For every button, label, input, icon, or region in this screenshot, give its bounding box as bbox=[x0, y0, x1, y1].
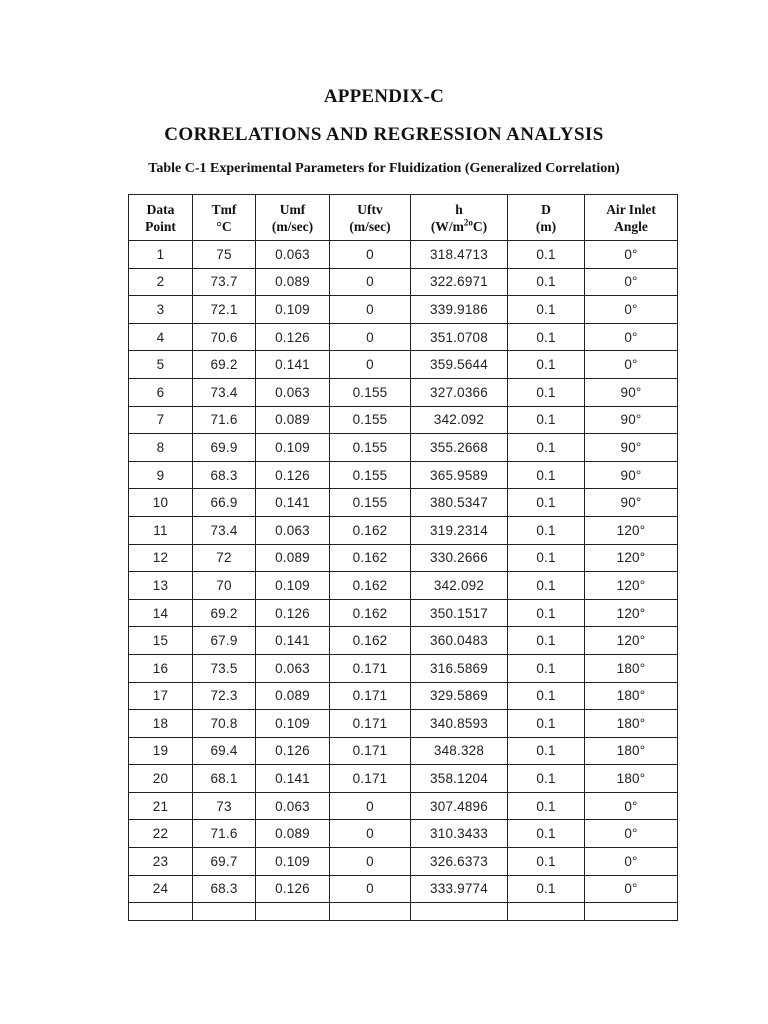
table-cell bbox=[330, 903, 411, 921]
cell-tmf: 71.6 bbox=[193, 820, 256, 848]
cell-air-inlet-angle: 0° bbox=[585, 875, 678, 903]
cell-tmf: 73.4 bbox=[193, 378, 256, 406]
cell-h: 365.9589 bbox=[411, 461, 508, 489]
cell-h: 310.3433 bbox=[411, 820, 508, 848]
cell-tmf: 69.4 bbox=[193, 737, 256, 765]
cell-uftv: 0 bbox=[330, 820, 411, 848]
cell-uftv: 0.162 bbox=[330, 516, 411, 544]
cell-umf: 0.126 bbox=[256, 599, 330, 627]
cell-data-point: 21 bbox=[129, 792, 193, 820]
cell-uftv: 0 bbox=[330, 323, 411, 351]
header-tmf bbox=[193, 195, 256, 241]
table-row bbox=[129, 241, 678, 269]
cell-air-inlet-angle: 90° bbox=[585, 434, 678, 462]
cell-data-point: 3 bbox=[129, 296, 193, 324]
header-umf bbox=[256, 195, 330, 241]
cell-d: 0.1 bbox=[508, 682, 585, 710]
cell-uftv: 0.171 bbox=[330, 765, 411, 793]
cell-d: 0.1 bbox=[508, 323, 585, 351]
cell-uftv: 0.162 bbox=[330, 599, 411, 627]
cell-uftv: 0.162 bbox=[330, 572, 411, 600]
cell-umf: 0.089 bbox=[256, 544, 330, 572]
cell-data-point: 2 bbox=[129, 268, 193, 296]
cell-h: 329.5869 bbox=[411, 682, 508, 710]
header-h bbox=[411, 195, 508, 241]
cell-uftv: 0 bbox=[330, 848, 411, 876]
cell-uftv: 0 bbox=[330, 351, 411, 379]
table-row bbox=[129, 737, 678, 765]
cell-uftv: 0 bbox=[330, 296, 411, 324]
cell-h: 358.1204 bbox=[411, 765, 508, 793]
cell-h: 326.6373 bbox=[411, 848, 508, 876]
header-data-point bbox=[129, 195, 193, 241]
cell-tmf: 73.4 bbox=[193, 516, 256, 544]
cell-uftv: 0.155 bbox=[330, 489, 411, 517]
cell-tmf: 72.3 bbox=[193, 682, 256, 710]
cell-air-inlet-angle: 0° bbox=[585, 296, 678, 324]
cell-umf: 0.063 bbox=[256, 516, 330, 544]
table-row bbox=[129, 599, 678, 627]
cell-umf: 0.126 bbox=[256, 323, 330, 351]
cell-data-point: 12 bbox=[129, 544, 193, 572]
cell-umf: 0.063 bbox=[256, 241, 330, 269]
table-row bbox=[129, 682, 678, 710]
cell-h: 351.0708 bbox=[411, 323, 508, 351]
table-cell bbox=[411, 903, 508, 921]
cell-air-inlet-angle: 0° bbox=[585, 351, 678, 379]
cell-d: 0.1 bbox=[508, 737, 585, 765]
cell-data-point: 7 bbox=[129, 406, 193, 434]
cell-uftv: 0.171 bbox=[330, 710, 411, 738]
cell-data-point: 22 bbox=[129, 820, 193, 848]
cell-air-inlet-angle: 0° bbox=[585, 241, 678, 269]
cell-umf: 0.141 bbox=[256, 351, 330, 379]
cell-tmf: 70 bbox=[193, 572, 256, 600]
table-caption: Table C-1 Experimental Parameters for Fluidization (Generalized Correlation) bbox=[148, 161, 620, 176]
cell-h: 327.0366 bbox=[411, 378, 508, 406]
cell-air-inlet-angle: 180° bbox=[585, 737, 678, 765]
table-row bbox=[129, 792, 678, 820]
cell-h: 355.2668 bbox=[411, 434, 508, 462]
cell-data-point: 6 bbox=[129, 378, 193, 406]
table-row bbox=[129, 765, 678, 793]
cell-tmf: 73.7 bbox=[193, 268, 256, 296]
cell-d: 0.1 bbox=[508, 544, 585, 572]
header-line: Tmf bbox=[211, 201, 237, 217]
cell-d: 0.1 bbox=[508, 820, 585, 848]
cell-air-inlet-angle: 0° bbox=[585, 323, 678, 351]
header-line: Point bbox=[145, 218, 176, 234]
cell-uftv: 0 bbox=[330, 875, 411, 903]
table-body bbox=[129, 241, 678, 921]
header-line: D bbox=[541, 201, 551, 217]
cell-d: 0.1 bbox=[508, 516, 585, 544]
cell-h: 360.0483 bbox=[411, 627, 508, 655]
cell-data-point: 11 bbox=[129, 516, 193, 544]
cell-tmf: 68.3 bbox=[193, 875, 256, 903]
cell-h: 316.5869 bbox=[411, 654, 508, 682]
cell-d: 0.1 bbox=[508, 434, 585, 462]
cell-uftv: 0.155 bbox=[330, 378, 411, 406]
header-line: Umf bbox=[279, 201, 306, 217]
cell-data-point: 23 bbox=[129, 848, 193, 876]
cell-air-inlet-angle: 0° bbox=[585, 848, 678, 876]
cell-air-inlet-angle: 0° bbox=[585, 268, 678, 296]
header-air-inlet-angle bbox=[585, 195, 678, 241]
header-line: h bbox=[455, 201, 463, 217]
table-row bbox=[129, 875, 678, 903]
cell-tmf: 72 bbox=[193, 544, 256, 572]
cell-umf: 0.089 bbox=[256, 406, 330, 434]
cell-air-inlet-angle: 0° bbox=[585, 792, 678, 820]
cell-d: 0.1 bbox=[508, 461, 585, 489]
cell-data-point: 15 bbox=[129, 627, 193, 655]
cell-h: 340.8593 bbox=[411, 710, 508, 738]
table-row bbox=[129, 710, 678, 738]
cell-tmf: 71.6 bbox=[193, 406, 256, 434]
section-title: CORRELATIONS AND REGRESSION ANALYSIS bbox=[164, 124, 604, 145]
cell-d: 0.1 bbox=[508, 268, 585, 296]
header-line: °C bbox=[216, 218, 232, 234]
header-line: Uftv bbox=[357, 201, 383, 217]
cell-h: 348.328 bbox=[411, 737, 508, 765]
table-row bbox=[129, 461, 678, 489]
header-unit-sup: 2o bbox=[463, 217, 473, 227]
cell-air-inlet-angle: 120° bbox=[585, 627, 678, 655]
cell-air-inlet-angle: 120° bbox=[585, 516, 678, 544]
table-row bbox=[129, 627, 678, 655]
cell-tmf: 69.7 bbox=[193, 848, 256, 876]
cell-h: 307.4896 bbox=[411, 792, 508, 820]
cell-tmf: 68.1 bbox=[193, 765, 256, 793]
cell-umf: 0.141 bbox=[256, 765, 330, 793]
cell-umf: 0.109 bbox=[256, 848, 330, 876]
cell-tmf: 66.9 bbox=[193, 489, 256, 517]
cell-d: 0.1 bbox=[508, 875, 585, 903]
cell-tmf: 70.6 bbox=[193, 323, 256, 351]
cell-d: 0.1 bbox=[508, 848, 585, 876]
cell-data-point: 14 bbox=[129, 599, 193, 627]
cell-d: 0.1 bbox=[508, 654, 585, 682]
cell-tmf: 68.3 bbox=[193, 461, 256, 489]
cell-uftv: 0.171 bbox=[330, 737, 411, 765]
table-row bbox=[129, 406, 678, 434]
header-line: Air Inlet bbox=[606, 201, 656, 217]
table-row bbox=[129, 820, 678, 848]
cell-h: 339.9186 bbox=[411, 296, 508, 324]
cell-h: 322.6971 bbox=[411, 268, 508, 296]
cell-uftv: 0.155 bbox=[330, 434, 411, 462]
cell-umf: 0.089 bbox=[256, 268, 330, 296]
cell-air-inlet-angle: 0° bbox=[585, 820, 678, 848]
cell-uftv: 0.171 bbox=[330, 654, 411, 682]
cell-tmf: 69.2 bbox=[193, 599, 256, 627]
cell-d: 0.1 bbox=[508, 599, 585, 627]
cell-h: 342.092 bbox=[411, 572, 508, 600]
header-line: Angle bbox=[614, 218, 648, 234]
cell-d: 0.1 bbox=[508, 572, 585, 600]
cell-data-point: 9 bbox=[129, 461, 193, 489]
cell-uftv: 0.155 bbox=[330, 406, 411, 434]
cell-uftv: 0.162 bbox=[330, 627, 411, 655]
cell-air-inlet-angle: 180° bbox=[585, 682, 678, 710]
table-cell bbox=[508, 903, 585, 921]
cell-tmf: 70.8 bbox=[193, 710, 256, 738]
table-row bbox=[129, 378, 678, 406]
cell-umf: 0.063 bbox=[256, 654, 330, 682]
cell-air-inlet-angle: 180° bbox=[585, 765, 678, 793]
table-row bbox=[129, 296, 678, 324]
cell-data-point: 8 bbox=[129, 434, 193, 462]
cell-h: 330.2666 bbox=[411, 544, 508, 572]
cell-uftv: 0.162 bbox=[330, 544, 411, 572]
cell-umf: 0.109 bbox=[256, 296, 330, 324]
table-cell bbox=[193, 903, 256, 921]
cell-data-point: 5 bbox=[129, 351, 193, 379]
cell-tmf: 72.1 bbox=[193, 296, 256, 324]
cell-uftv: 0 bbox=[330, 241, 411, 269]
cell-umf: 0.109 bbox=[256, 434, 330, 462]
cell-tmf: 67.9 bbox=[193, 627, 256, 655]
cell-data-point: 24 bbox=[129, 875, 193, 903]
cell-air-inlet-angle: 180° bbox=[585, 710, 678, 738]
cell-umf: 0.109 bbox=[256, 572, 330, 600]
cell-d: 0.1 bbox=[508, 792, 585, 820]
cell-h: 359.5644 bbox=[411, 351, 508, 379]
table-row bbox=[129, 572, 678, 600]
cell-data-point: 4 bbox=[129, 323, 193, 351]
cell-umf: 0.089 bbox=[256, 682, 330, 710]
table-row bbox=[129, 654, 678, 682]
cell-data-point: 18 bbox=[129, 710, 193, 738]
table-row bbox=[129, 268, 678, 296]
cell-d: 0.1 bbox=[508, 378, 585, 406]
cell-air-inlet-angle: 180° bbox=[585, 654, 678, 682]
cell-tmf: 73.5 bbox=[193, 654, 256, 682]
cell-data-point: 10 bbox=[129, 489, 193, 517]
table-header-row bbox=[129, 195, 678, 241]
cell-data-point: 1 bbox=[129, 241, 193, 269]
cell-data-point: 17 bbox=[129, 682, 193, 710]
header-uftv bbox=[330, 195, 411, 241]
table-cell bbox=[585, 903, 678, 921]
cell-uftv: 0 bbox=[330, 268, 411, 296]
cell-data-point: 16 bbox=[129, 654, 193, 682]
table-row bbox=[129, 544, 678, 572]
table-row bbox=[129, 848, 678, 876]
cell-h: 319.2314 bbox=[411, 516, 508, 544]
table-cell bbox=[256, 903, 330, 921]
cell-air-inlet-angle: 90° bbox=[585, 489, 678, 517]
cell-uftv: 0.171 bbox=[330, 682, 411, 710]
cell-umf: 0.141 bbox=[256, 489, 330, 517]
cell-air-inlet-angle: 90° bbox=[585, 378, 678, 406]
header-d bbox=[508, 195, 585, 241]
cell-tmf: 73 bbox=[193, 792, 256, 820]
experimental-parameters-table bbox=[128, 194, 678, 921]
header-line: (m/sec) bbox=[271, 218, 314, 234]
cell-uftv: 0.155 bbox=[330, 461, 411, 489]
cell-umf: 0.126 bbox=[256, 737, 330, 765]
cell-data-point: 19 bbox=[129, 737, 193, 765]
cell-air-inlet-angle: 120° bbox=[585, 572, 678, 600]
cell-umf: 0.109 bbox=[256, 710, 330, 738]
cell-h: 350.1517 bbox=[411, 599, 508, 627]
cell-umf: 0.126 bbox=[256, 875, 330, 903]
header-line: (m) bbox=[535, 218, 557, 234]
table-row bbox=[129, 351, 678, 379]
cell-air-inlet-angle: 120° bbox=[585, 599, 678, 627]
cell-air-inlet-angle: 120° bbox=[585, 544, 678, 572]
cell-d: 0.1 bbox=[508, 765, 585, 793]
cell-d: 0.1 bbox=[508, 406, 585, 434]
table-row bbox=[129, 516, 678, 544]
cell-d: 0.1 bbox=[508, 351, 585, 379]
cell-d: 0.1 bbox=[508, 627, 585, 655]
blank-row bbox=[129, 903, 678, 921]
header-line: Data bbox=[146, 201, 175, 217]
cell-tmf: 75 bbox=[193, 241, 256, 269]
cell-data-point: 20 bbox=[129, 765, 193, 793]
cell-umf: 0.063 bbox=[256, 378, 330, 406]
cell-h: 380.5347 bbox=[411, 489, 508, 517]
table-row bbox=[129, 323, 678, 351]
cell-umf: 0.089 bbox=[256, 820, 330, 848]
cell-air-inlet-angle: 90° bbox=[585, 406, 678, 434]
cell-tmf: 69.9 bbox=[193, 434, 256, 462]
appendix-title: APPENDIX-C bbox=[323, 86, 445, 107]
header-line: (m/sec) bbox=[349, 218, 391, 234]
cell-tmf: 69.2 bbox=[193, 351, 256, 379]
cell-uftv: 0 bbox=[330, 792, 411, 820]
table-row bbox=[129, 434, 678, 462]
table-row bbox=[129, 489, 678, 517]
cell-umf: 0.063 bbox=[256, 792, 330, 820]
cell-d: 0.1 bbox=[508, 296, 585, 324]
cell-umf: 0.126 bbox=[256, 461, 330, 489]
cell-air-inlet-angle: 90° bbox=[585, 461, 678, 489]
cell-h: 342.092 bbox=[411, 406, 508, 434]
cell-umf: 0.141 bbox=[256, 627, 330, 655]
cell-d: 0.1 bbox=[508, 241, 585, 269]
cell-d: 0.1 bbox=[508, 710, 585, 738]
cell-data-point: 13 bbox=[129, 572, 193, 600]
header-unit-post: C) bbox=[472, 218, 488, 234]
table-cell bbox=[129, 903, 193, 921]
cell-h: 318.4713 bbox=[411, 241, 508, 269]
cell-h: 333.9774 bbox=[411, 875, 508, 903]
header-unit-pre: (W/m bbox=[430, 218, 464, 234]
cell-d: 0.1 bbox=[508, 489, 585, 517]
